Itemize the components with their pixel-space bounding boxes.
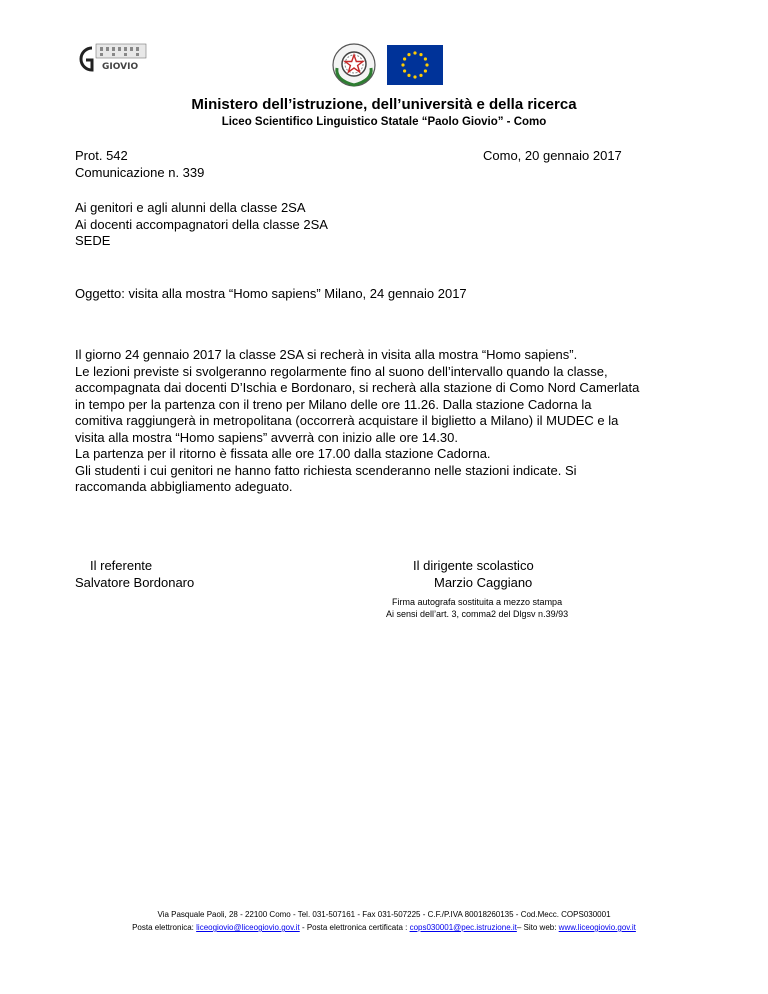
recipient-line: Ai genitori e agli alunni della classe 2SA: [75, 200, 306, 215]
ministry-title: Ministero dell’istruzione, dell’università e della ricerca: [191, 96, 577, 113]
body-line: in tempo per la partenza con il treno per Milano delle ore 11.26. Dalla stazione Cadorna la: [75, 397, 592, 412]
recipient-line: SEDE: [75, 233, 111, 248]
website-link[interactable]: www.liceogiovio.gov.it: [558, 923, 636, 932]
body-line: accompagnata dai docenti D’Ischia e Bordonaro, si recherà alla stazione di Como Nord Camerlata: [75, 380, 640, 395]
footer-address: Via Pasquale Paoli, 28 - 22100 Como - Tel. 031-507161 - Fax 031-507225 - C.F./P.IVA 80018260135 - Cod.Mecc. COPS030001: [157, 910, 611, 919]
school-logo: [78, 42, 150, 72]
eu-flag: [387, 45, 443, 85]
svg-text:GIOVIO: GIOVIO: [102, 62, 139, 72]
body-line: raccomanda abbigliamento adeguato.: [75, 479, 293, 494]
director-name: Marzio Caggiano: [434, 575, 533, 590]
director-role: Il dirigente scolastico: [413, 558, 534, 573]
body-line: Gli studenti i cui genitori ne hanno fatto richiesta scenderanno nelle stazioni indicate. Si: [75, 463, 577, 478]
body-line: comitiva raggiungerà in metropolitana (occorrerà acquistare il biglietto a Milano) il MUDEC e la: [75, 413, 619, 428]
signature-note: Firma autografa sostituita a mezzo stampa: [392, 597, 563, 607]
subject-line: Oggetto: visita alla mostra “Homo sapiens” Milano, 24 gennaio 2017: [75, 286, 467, 301]
body-line: Il giorno 24 gennaio 2017 la classe 2SA si recherà in visita alla mostra “Homo sapiens”.: [75, 347, 578, 362]
footer-pec-label: - Posta elettronica certificata :: [299, 923, 410, 932]
referent-role: Il referente: [90, 558, 153, 573]
footer-email-label: Posta elettronica:: [132, 923, 197, 932]
body-line: La partenza per il ritorno è fissata alle ore 17.00 dalla stazione Cadorna.: [75, 446, 491, 461]
communication-number: Comunicazione n. 339: [75, 165, 205, 180]
signature-legal-note: Ai sensi dell’art. 3, comma2 del Dlgsv n.39/93: [386, 609, 569, 619]
email-link[interactable]: liceogiovio@liceogiovio.gov.it: [196, 923, 300, 932]
school-name: Liceo Scientifico Linguistico Statale “Paolo Giovio” - Como: [221, 116, 547, 128]
body-line: visita alla mostra “Homo sapiens” avverrà con inizio alle ore 14.30.: [75, 430, 458, 445]
recipient-line: Ai docenti accompagnatori della classe 2SA: [75, 217, 328, 232]
body-line: Le lezioni previste si svolgeranno regolarmente fino al suono dell’intervallo quando la classe,: [75, 364, 608, 379]
protocol-number: Prot. 542: [75, 148, 128, 163]
referent-name: Salvatore Bordonaro: [75, 575, 195, 590]
italian-republic-emblem: [331, 42, 377, 88]
footer-web-label: – Sito web:: [516, 923, 559, 932]
place-date: Como, 20 gennaio 2017: [483, 148, 622, 163]
footer-contacts: [0, 923, 768, 932]
pec-email-link[interactable]: cops030001@pec.istruzione.it: [409, 923, 517, 932]
